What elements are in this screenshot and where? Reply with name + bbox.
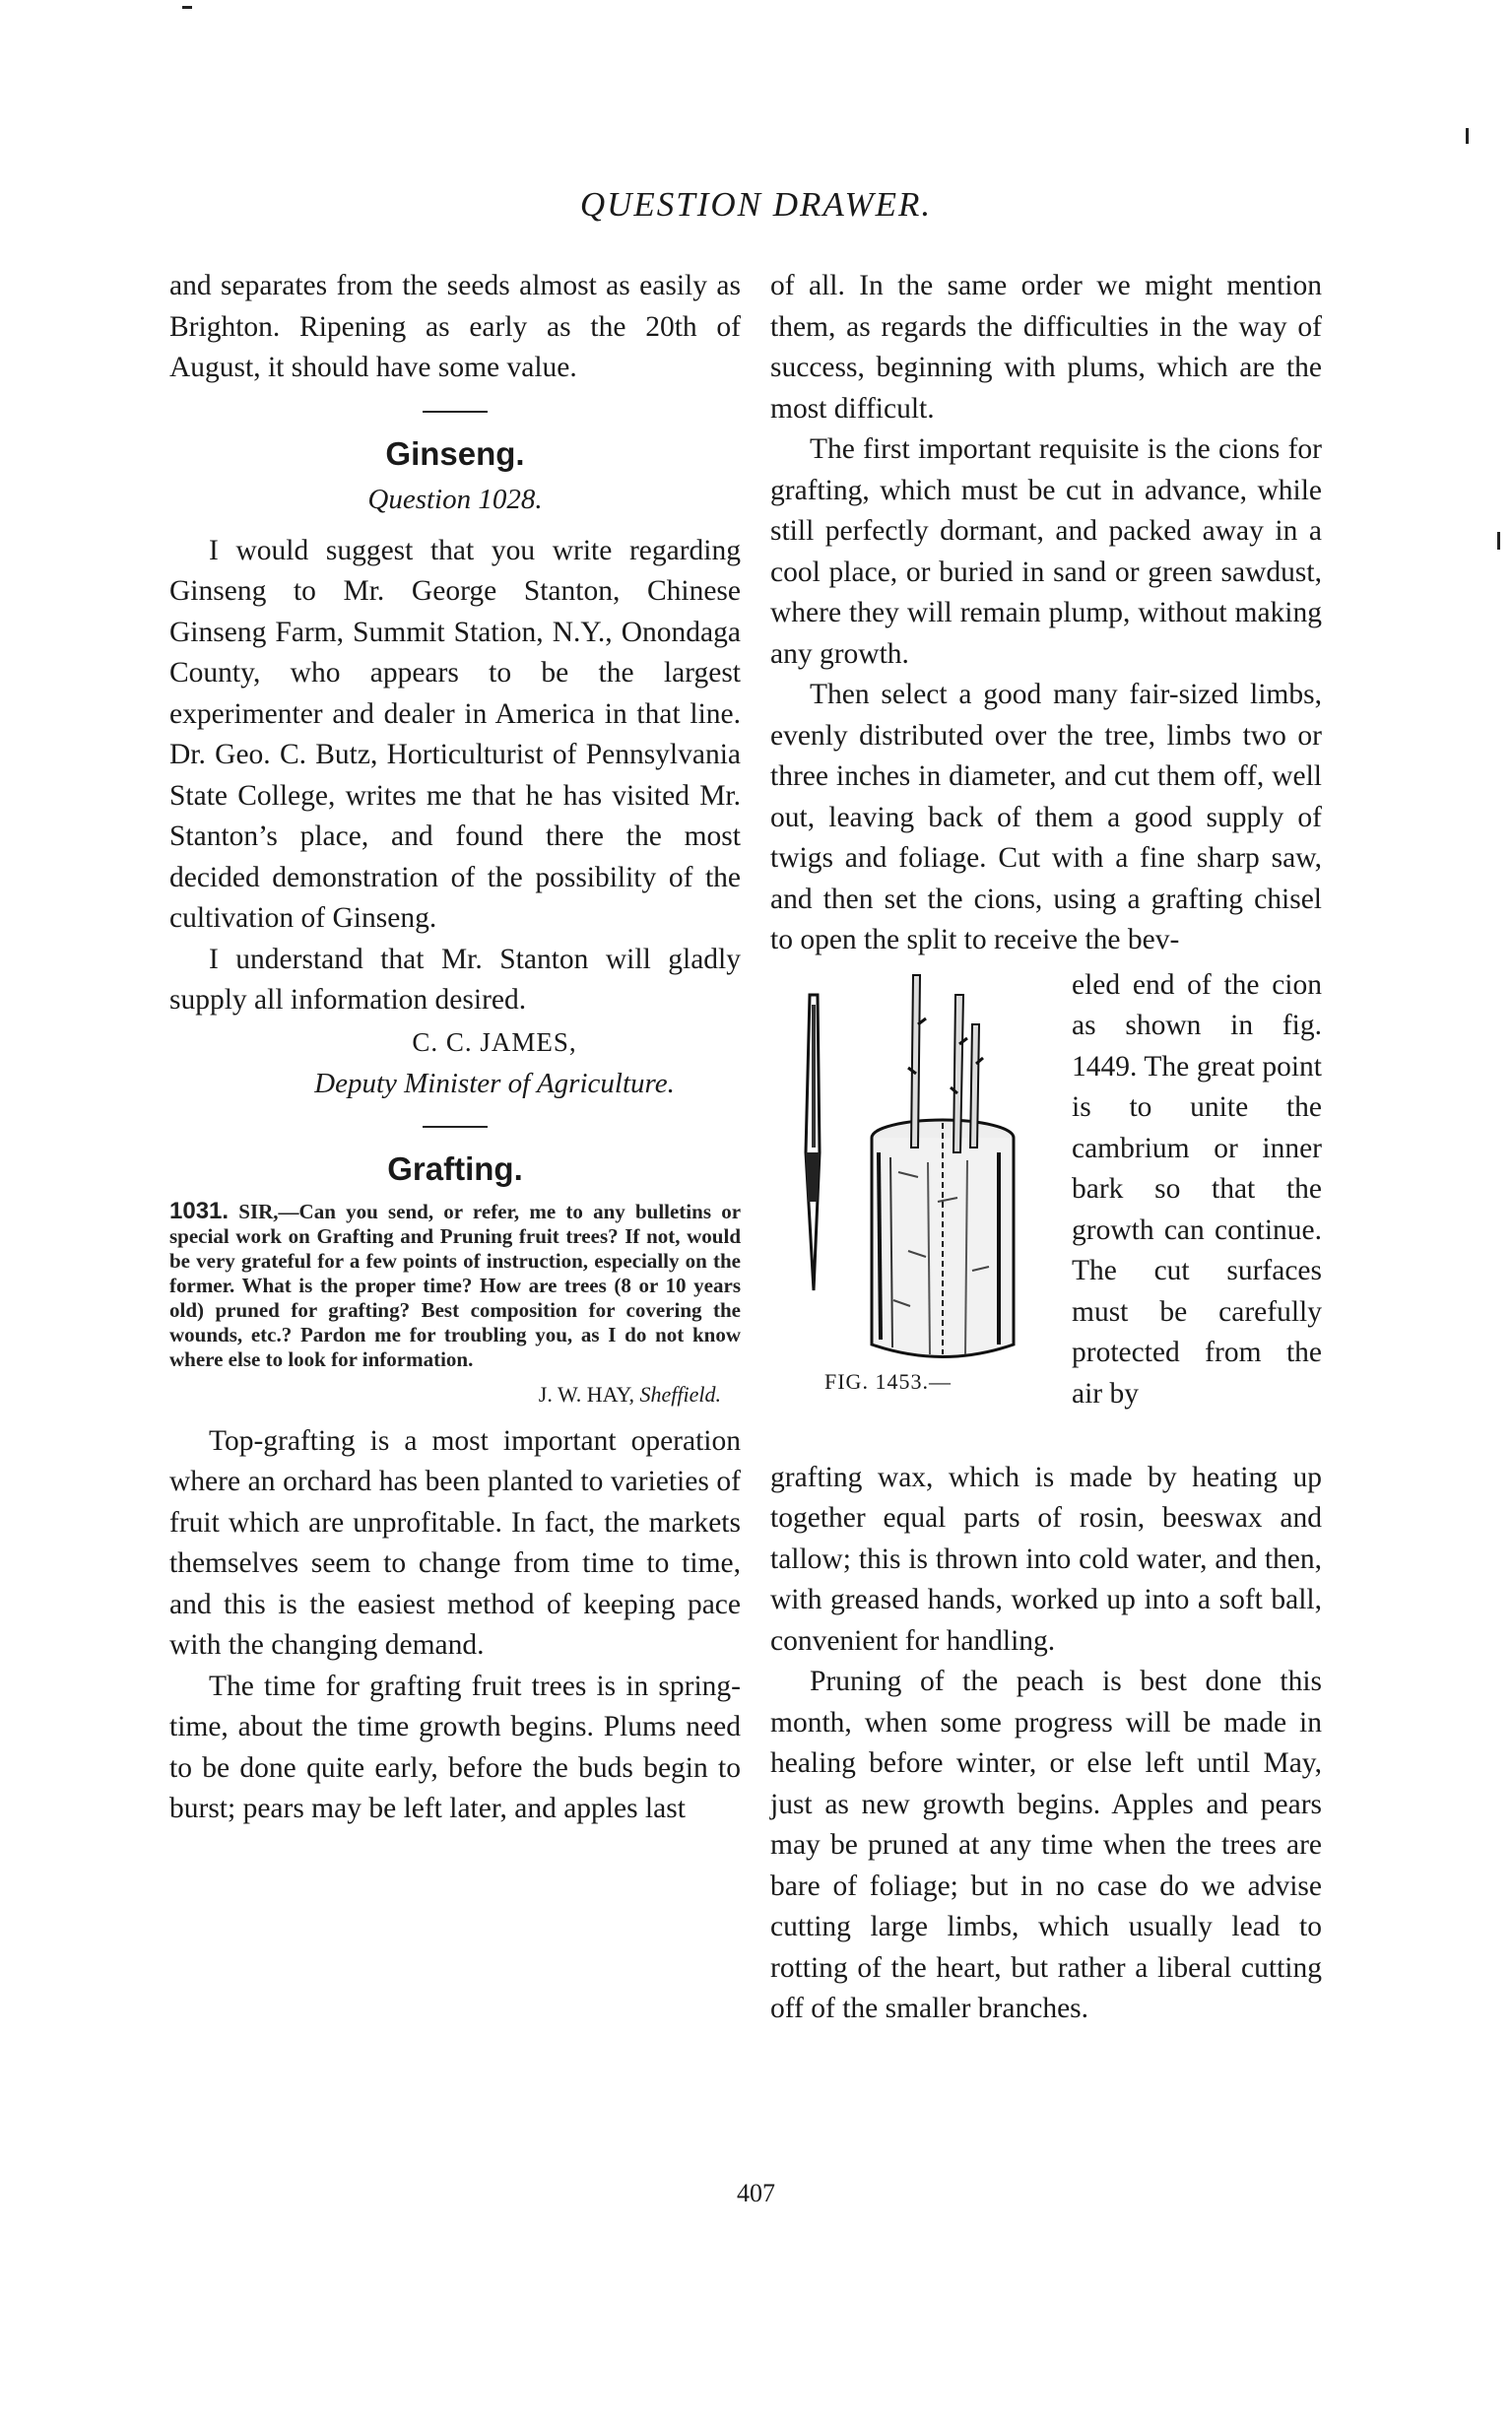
letter-signature [169, 1378, 721, 1411]
right-column [770, 266, 1322, 2030]
grafting-paragraph-1: Top-grafting is a most important operation where an orchard has been planted to varieties of fruit which are unprofitable. In fact, the markets themselves seem to change from time to time, and this is the easiest method of keeping pace with the changing demand. [169, 1424, 741, 1661]
letter-signature-name: J. W. HAY, [538, 1381, 635, 1407]
grafting-figure-illustration [770, 965, 1056, 1379]
left-column [169, 266, 741, 1830]
grafting-paragraph-2: The time for grafting fruit trees is in spring-time, about the time growth begins. Plums need to be done quite early, before the buds begin to burst; pears may be left later, and apples last [169, 1670, 741, 1824]
scan-mark [1466, 128, 1469, 144]
section-divider [423, 1126, 488, 1128]
right-paragraph-3: Pruning of the peach is best done this month, when some progress will be made in healing before winter, or else left until May, just as new growth begins. Apples and pears may be pruned at any time when the trees are bare of foliage; but in no case do we advise cutting large limbs, which usually lead to rotting of the heart, but rather a liberal cutting off of the smaller branches. [770, 1666, 1322, 2024]
letter-text: SIR,—Can you send, or refer, me to any bulletins or special work on Grafting and Pruning fruit trees? If not, would be very grateful for a few points of instruction, especially on the former. What is the proper time? How are trees (8 or 10 years old) pruned for grafting? Best composition for covering the wounds, etc.? Pardon me for troubling you, as I do not know where else to look for information. [169, 1199, 742, 1371]
grafting-knife-drawing [806, 995, 820, 1290]
ginseng-heading: Ginseng. [385, 434, 525, 472]
right-paragraph-2: Then select a good many fair-sized limbs, evenly distributed over the tree, limbs two or three inches in diameter, and cut them off, well out, leaving back of them a good supply of twigs and foliage. Cut with a fine sharp saw, and then set the cions, using a grafting chisel to open the split to receive the bev- [770, 679, 1322, 955]
letter-signature-place: Sheffield. [639, 1381, 721, 1407]
grafting-heading: Grafting. [387, 1149, 523, 1187]
ginseng-signature-title: Deputy Minister of Agriculture. [314, 1067, 675, 1099]
section-divider [423, 411, 488, 413]
ginseng-paragraph-1: I would suggest that you write regarding Ginseng to Mr. George Stanton, Chinese Ginseng Farm, Summit Station, N.Y., Onondaga County, who appears to be the largest experimenter and dealer in America in that line. Dr. Geo. C. Butz, Horticulturist of Pennsylvania State College, writes me that he has visited Mr. Stanton’s place, and found there the most decided demonstration of the possibility of the cultivation of Ginseng. [169, 534, 741, 934]
scan-mark [1497, 532, 1500, 550]
ginseng-paragraph-2: I understand that Mr. Stanton will gladly supply all information desired. [169, 943, 741, 1016]
right-paragraph-2-end: grafting wax, which is made by heating up together equal parts of rosin, beeswax and tallow; this is thrown into cold water, and then, with greased hands, worked up into a soft ball, convenient for handling. [770, 1461, 1322, 1657]
ginseng-question-number: Question 1028. [367, 483, 543, 515]
grafted-stock-drawing [872, 1120, 1014, 1357]
wrap-paragraph: eled end of the cion as shown in fig. 1449. The great point is to unite the cambrium or inner bark so that the growth can continue. The cut surfaces must be carefully protected from the air by [1072, 968, 1322, 1410]
grafting-letter [169, 1199, 741, 1372]
right-paragraph-1: The first important requisite is the cions for grafting, which must be cut in advance, while still perfectly dormant, and packed away in a cool place, or buried in sand or green sawdust, where they will remain plump, without making any growth. [770, 433, 1322, 670]
figure-caption: FIG. 1453.— [824, 1368, 952, 1394]
ginseng-signature-name: C. C. JAMES, [412, 1026, 577, 1057]
intro-paragraph: and separates from the seeds almost as easily as Brighton. Ripening as early as the 20th of August, it should have some value. [169, 270, 741, 383]
continuation-paragraph: of all. In the same order we might mention them, as regards the difficulties in the way of success, beginning with plums, which are the most difficult. [770, 270, 1322, 425]
page-number: 407 [737, 2179, 775, 2207]
running-header: QUESTION DRAWER. [579, 185, 933, 224]
scan-mark [182, 6, 192, 9]
figure-wrap-text [1072, 965, 1322, 1415]
letter-number: 1031. [169, 1197, 230, 1224]
figure-block [770, 965, 1322, 1458]
